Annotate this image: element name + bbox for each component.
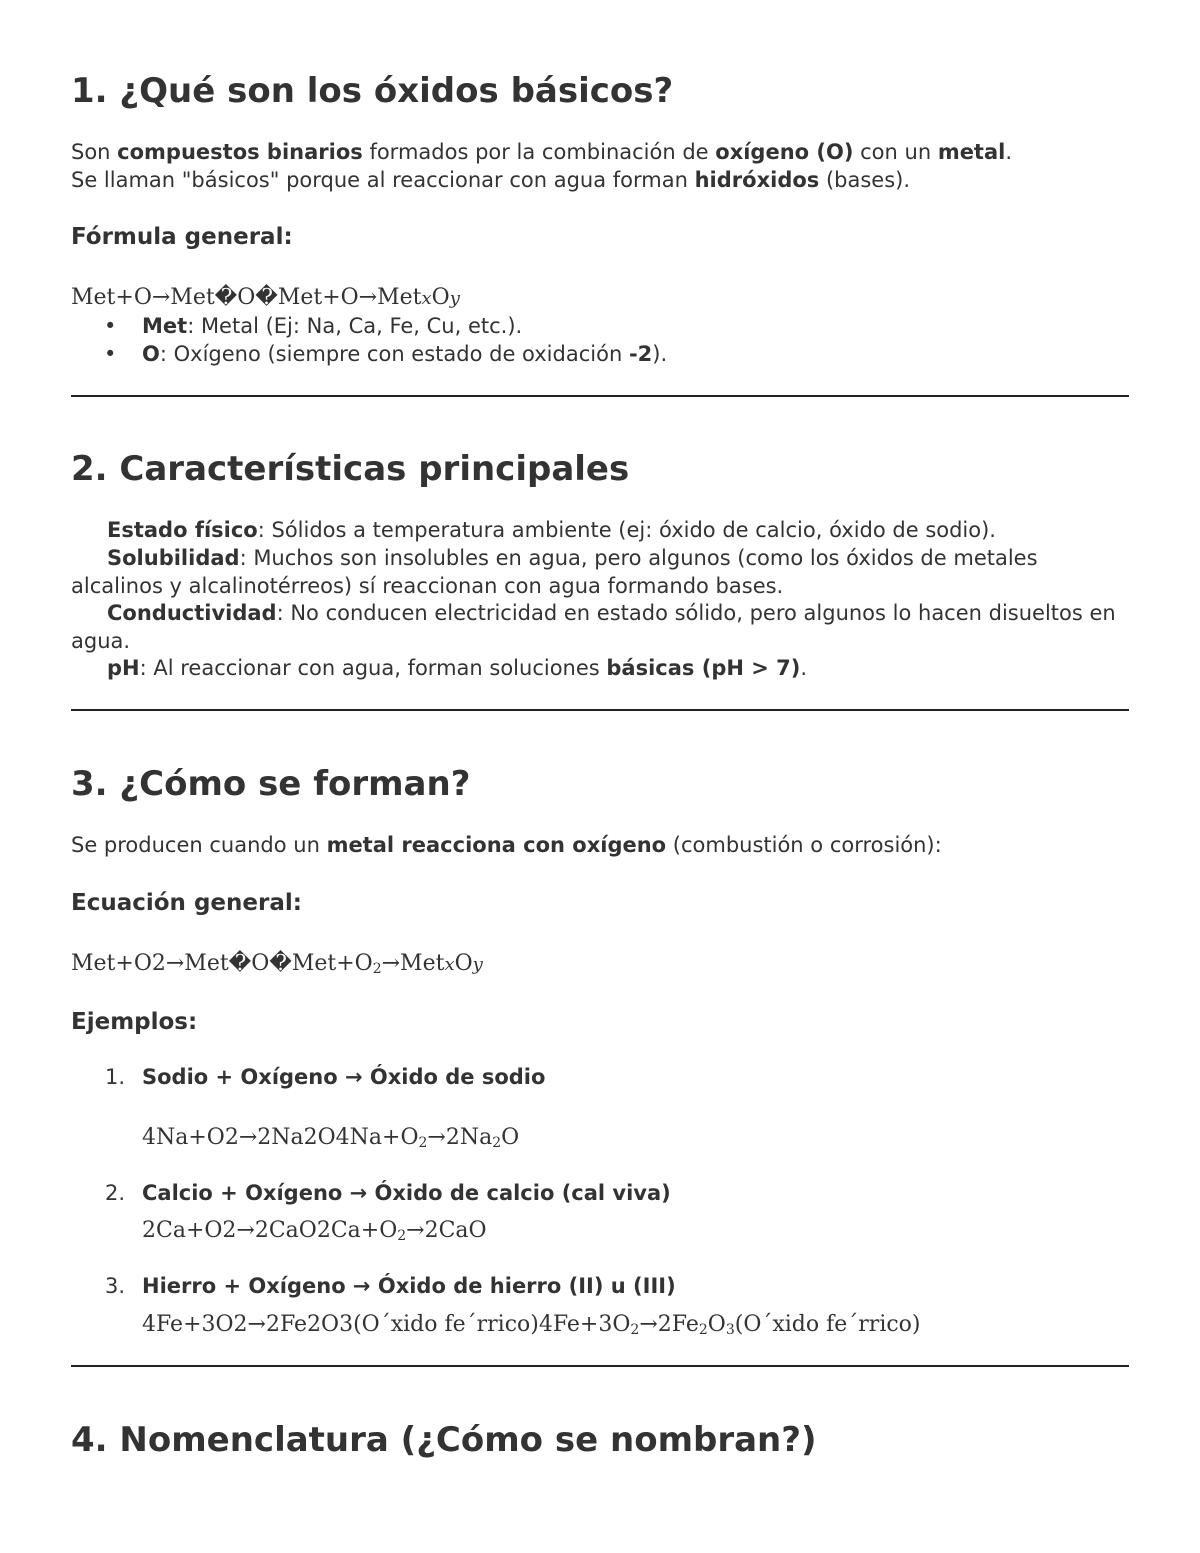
subscript: 2 <box>397 1228 407 1244</box>
general-equation <box>71 950 483 983</box>
subscript: 2 <box>630 1322 640 1338</box>
bold-text: metal <box>937 140 1006 164</box>
formula-text: →Met <box>381 951 445 976</box>
text: . <box>800 656 808 680</box>
bold-text: Estado físico <box>107 518 258 542</box>
feature-item <box>71 600 1129 655</box>
text: : Muchos son insolubles en agua, pero algunos (como los óxidos de metales alcalinos y alcalinotérreos) sí reaccionan con agua formando bases. <box>71 546 1038 598</box>
subscript: 2 <box>372 961 382 977</box>
text: con un <box>853 140 938 164</box>
subscript: 2 <box>418 1135 428 1151</box>
feature-item <box>71 655 1129 683</box>
formula-text: →2Na <box>427 1125 493 1150</box>
subscript: 2 <box>698 1322 708 1338</box>
text: formados por la combinación de <box>362 140 716 164</box>
bullet-icon: • <box>104 314 117 338</box>
formula-var-y: y <box>449 288 460 309</box>
text: ). <box>652 342 668 366</box>
formula-text: O <box>707 1312 726 1337</box>
s3-paragraph <box>71 832 942 860</box>
s1-paragraph-line-2 <box>71 167 910 195</box>
list-number: 3. <box>105 1274 126 1298</box>
text: (bases). <box>819 168 911 192</box>
text: : Al reaccionar con agua, forman soluciones <box>139 656 607 680</box>
formula-text: Met+O2→Met�O�Met+O <box>71 951 373 976</box>
bold-text: metal reacciona con oxígeno <box>326 833 667 857</box>
bold-text: hidróxidos <box>694 168 820 192</box>
formula-text: →2CaO <box>406 1218 487 1243</box>
feature-item <box>71 545 1129 600</box>
bold-text: Met <box>142 314 188 338</box>
formula-heading: Fórmula general: <box>71 224 293 250</box>
list-number: 2. <box>105 1181 126 1205</box>
formula-var-x: x <box>421 288 432 309</box>
section-1-title: 1. ¿Qué son los óxidos básicos? <box>71 71 674 111</box>
section-4-title: 4. Nomenclatura (¿Cómo se nombran?) <box>71 1420 817 1460</box>
equation-heading: Ecuación general: <box>71 890 302 916</box>
subscript: 3 <box>725 1322 735 1338</box>
bold-text: oxígeno (O) <box>715 140 854 164</box>
formula-text: O <box>454 951 473 976</box>
bold-text: O <box>142 342 160 366</box>
section-3-title: 3. ¿Cómo se forman? <box>71 764 471 804</box>
text: : No conducen electricidad en estado sólido, pero algunos lo hacen disueltos en agua. <box>71 601 1116 653</box>
subscript: 2 <box>492 1135 502 1151</box>
text: : Oxígeno (siempre con estado de oxidación <box>159 342 629 366</box>
formula-text: O <box>431 285 450 310</box>
bullet-icon: • <box>104 342 117 366</box>
divider <box>71 395 1129 397</box>
text: Se producen cuando un <box>71 833 327 857</box>
bold-text: pH <box>107 656 140 680</box>
bold-text: -2 <box>628 342 653 366</box>
text: (combustión o corrosión): <box>666 833 942 857</box>
text: . <box>1005 140 1013 164</box>
bold-text: Conductividad <box>107 601 277 625</box>
example-title: Hierro + Oxígeno → Óxido de hierro (II) u (III) <box>142 1274 676 1298</box>
example-title: Calcio + Oxígeno → Óxido de calcio (cal viva) <box>142 1181 671 1205</box>
example-equation <box>142 1311 921 1344</box>
divider <box>71 1365 1129 1367</box>
formula-text: (O´xido fe´rrico) <box>734 1312 921 1337</box>
formula-text: Met+O→Met�O�Met+O→Met <box>71 285 422 310</box>
examples-heading: Ejemplos: <box>71 1009 198 1035</box>
text: : Sólidos a temperatura ambiente (ej: óxido de calcio, óxido de sodio). <box>257 518 996 542</box>
formula-text: 4Fe+3O2→2Fe2O3(O´xido fe´rrico)4Fe+3O <box>142 1312 631 1337</box>
formula-var-y: y <box>472 954 483 975</box>
text: : Metal (Ej: Na, Ca, Fe, Cu, etc.). <box>187 314 523 338</box>
bold-text: básicas (pH > 7) <box>606 656 801 680</box>
formula-text: →2Fe <box>639 1312 699 1337</box>
formula-text: 4Na+O2→2Na2O4Na+O <box>142 1125 419 1150</box>
example-equation <box>142 1217 487 1250</box>
text: Son <box>71 140 118 164</box>
divider <box>71 709 1129 711</box>
text: Se llaman "básicos" porque al reaccionar con agua forman <box>71 168 695 192</box>
example-equation <box>142 1124 519 1157</box>
formula-text: 2Ca+O2→2CaO2Ca+O <box>142 1218 398 1243</box>
formula-var-x: x <box>444 954 455 975</box>
bold-text: compuestos binarios <box>117 140 363 164</box>
example-title: Sodio + Oxígeno → Óxido de sodio <box>142 1065 546 1089</box>
bold-text: Solubilidad <box>107 546 240 570</box>
formula-text: O <box>501 1125 520 1150</box>
section-2-title: 2. Características principales <box>71 449 630 489</box>
feature-item <box>71 517 1129 545</box>
s1-paragraph-line-1 <box>71 139 1012 167</box>
general-formula <box>71 284 460 313</box>
list-number: 1. <box>105 1065 126 1089</box>
